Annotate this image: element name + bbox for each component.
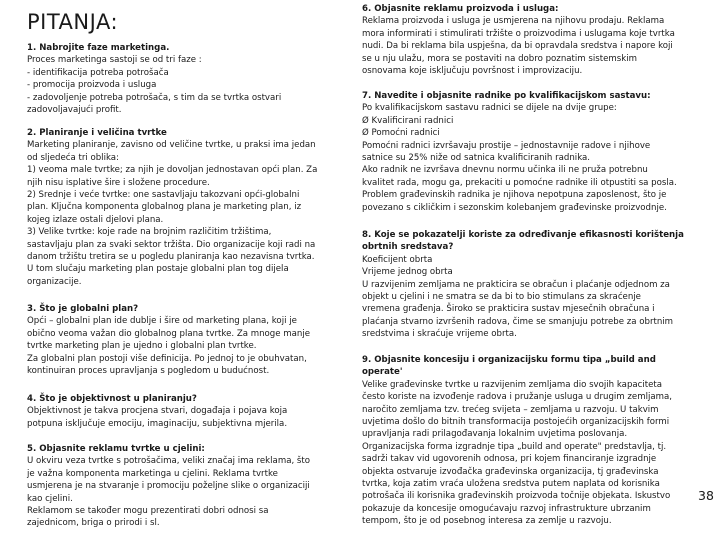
answer-line: osnovama koje isključuju površnost i improvizaciju. [362, 66, 583, 77]
page-number: 38 [698, 488, 714, 503]
question-heading: 3. Što je globalni plan? [27, 304, 139, 314]
answer-line: kao cjelini. [27, 493, 73, 504]
answer-line: Opći – globalni plan ide dublje i šire od marketing plana, koji je [27, 316, 297, 327]
question-3 [27, 303, 310, 377]
question-heading: 6. Objasnite reklamu proizvoda i usluga: [362, 4, 559, 14]
answer-line: danom tržištu tretira se u pogledu planiranja kao nezavisna tvrtka. [27, 252, 315, 263]
answer-line: Proces marketinga sastoji se od tri faze : [27, 55, 202, 66]
question-1 [27, 42, 281, 116]
answer-line: Velike građevinske tvrtke u razvijenim zemljama dio svojih kapaciteta [362, 379, 663, 390]
page-title: PITANJA: [27, 10, 119, 34]
answer-line: sadrži takav vid ugovorenih odnosa, pri kojem financiranje izgradnje [362, 454, 657, 465]
question-4 [27, 393, 287, 430]
question-8 [362, 229, 684, 341]
question-5 [27, 443, 310, 530]
answer-line: vremena građenja. Široko se prakticira sustav mjesečnih obračuna i [362, 304, 655, 315]
answer-line: upravljanja radi prilagođavanja lokalnim uvjetima poslovanja. [362, 429, 628, 440]
answer-line: 3) Velike tvrtke: koje rade na brojnim različitim tržištima, [27, 227, 272, 238]
answer-line: organizacije. [27, 276, 82, 287]
answer-line: pokazuje da koncesije omogućavaju razvoj infrastrukture ubrzanim [362, 503, 651, 514]
answer-line: Koeficijent obrta [362, 254, 433, 265]
answer-line: sastavljaju plan za svaki sektor tržišta. Dio organizacije koji radi na [27, 239, 316, 250]
answer-line: sredstvima i skraćuje vrijeme obrta. [362, 329, 517, 340]
answer-line: uvjetima došlo do bitnih transformacija postojećih organizacijskih formi [362, 417, 670, 428]
answer-line: - identifikacija potreba potrošača [27, 67, 169, 78]
question-heading-cont: obrtnih sredstava? [362, 242, 454, 253]
answer-line: kvalitet rada, mogu ga, prekaciti u pomoćne radnike ili otpustiti sa posla. [362, 177, 677, 188]
answer-line: tempom, što je od posebnog interesa za zemlje u razvoju. [362, 516, 612, 527]
answer-line: naročito zemljama tzv. trećeg svijeta – zemljama u razvoju. U takvim [362, 404, 659, 415]
answer-line: povezano s cikličkim i sezonskim kolebanjem građevinske proizvodnje. [362, 202, 667, 213]
question-6 [362, 3, 675, 77]
answer-line: Marketing planiranje, zavisno od veličine tvrtke, u praksi ima jedan [27, 140, 316, 151]
answer-line: usmjerena je na stvaranje i promociju poželjne slike o organizaciji [27, 481, 310, 492]
answer-line: potrošača ili korisnika građevinskih proizvoda točnije objekata. Iskustvo [362, 491, 671, 502]
answer-line: Ako radnik ne izvršava dnevnu normu učinka ili ne pruža potrebnu [362, 165, 648, 176]
answer-line: 2) Srednje i veće tvrtke: one sastavljaju takozvani opći-globalni [27, 190, 300, 201]
answer-line: kontinuiran proces upravljanja s pogledom u budućnost. [27, 366, 270, 377]
answer-line: Vrijeme jednog obrta [362, 267, 453, 278]
answer-line: od sljedeća tri oblika: [27, 152, 119, 163]
answer-line: - promocija proizvoda i usluga [27, 80, 157, 91]
answer-line: plaćanja stvarno izvršenih radova, čime se smanjuju potrebe za obrtnim [362, 316, 674, 327]
question-heading: 7. Navedite i objasnite radnike po kvalifikacijskom sastavu: [362, 91, 651, 101]
answer-line: se u nju ulažu, mora se postaviti na dobro poznatim sistemskim [362, 53, 637, 64]
answer-line: kojeg izlaze ostali djelovi plana. [27, 214, 164, 225]
answer-line: Reklamom se također mogu prezentirati dobri odnosi sa [27, 506, 269, 517]
answer-line: Objektivnost je takva procjena stvari, događaja i pojava koja [27, 406, 288, 417]
answer-line: mora informirati i stimulirati tržište o proizvodima i uslugama koje tvrtka [362, 28, 675, 39]
answer-line: obično veoma važan dio globalnog plana tvrtke. Za mnoge manje [27, 328, 311, 339]
answer-line: U razvijenim zemljama ne prakticira se obračun i plaćanje odjednom za [362, 279, 670, 290]
answer-line: Pomoćni radnici izvršavaju prostije – jednostavnije radove i njihove [362, 140, 651, 151]
answer-line: satnice su 25% niže od satnica kvalificiranih radnika. [362, 153, 591, 164]
answer-line: tvrtka, koja zatim vraća uložena sredstva putem naplata od korisnika [362, 479, 660, 490]
answer-line: često koriste na izvođenje radova i pružanje usluga u drugim zemljama, [362, 392, 672, 403]
answer-line: tvrtke marketing plan je ujedno i globalni plan tvrtke. [27, 341, 257, 352]
answer-line: U tom slučaju marketing plan postaje globalni plan tog dijela [27, 264, 289, 275]
question-heading: 2. Planiranje i veličina tvrtke [27, 128, 167, 138]
question-7 [362, 90, 677, 214]
answer-line: Za globalni plan postoji više definicija. Po jednoj to je obuhvatan, [27, 353, 307, 364]
answer-line: Problem građevinskih radnika je njihova nepotpuna zaposlenost, što je [362, 190, 667, 201]
answer-line: objekta ostvaruje izvođačka građevinska organizacija, tj građevinska [362, 466, 659, 477]
answer-line: U okviru veza tvrtke s potrošačima, veliki značaj ima reklama, što [27, 456, 311, 467]
answer-line: objekt u cjelini i ne smatra se da bi to bio stimulans za skraćenje [362, 292, 641, 303]
answer-line: plan. Ključna komponenta globalnog plana je marketing plan, iz [27, 202, 302, 213]
question-heading: 5. Objasnite reklamu tvrtke u cjelini: [27, 444, 205, 454]
answer-line: je važna komponenta marketinga u cjelini. Reklama tvrtke [27, 468, 278, 479]
question-heading: 1. Nabrojite faze marketinga. [27, 43, 170, 53]
answer-line: - zadovoljenje potreba potrošača, s tim da se tvrtka ostvari [27, 92, 282, 103]
answer-line: njih nisu isplative šire i složene procedure. [27, 177, 210, 188]
answer-line: zajednicom, briga o prirodi i sl. [27, 518, 160, 529]
answer-line: Organizacijska forma izgradnje tipa „build and operate" predstavlja, tj. [362, 441, 667, 452]
answer-line: 1) veoma male tvrtke; za njih je dovoljan jednostavan opći plan. Za [27, 165, 318, 176]
question-9 [362, 354, 672, 528]
answer-line: nudi. Da bi reklama bila uspješna, da bi opravdala sredstva i napore koji [362, 41, 673, 52]
answer-line: Ø Pomoćni radnici [362, 128, 440, 139]
question-heading: 4. Što je objektivnost u planiranju? [27, 394, 197, 404]
question-2 [27, 127, 317, 288]
answer-line: Reklama proizvoda i usluga je usmjerena na njihovu prodaju. Reklama [362, 16, 665, 27]
answer-line: Ø Kvalificirani radnici [362, 115, 454, 126]
answer-line: zadovoljavajući profit. [27, 105, 122, 116]
question-heading: 9. Objasnite koncesiju i organizacijsku formu tipa „build and [362, 355, 656, 365]
answer-line: Po kvalifikacijskom sastavu radnici se dijele na dvije grupe: [362, 103, 617, 114]
question-heading-cont: operate' [362, 367, 403, 378]
answer-line: potpuna isključuje emociju, imaginaciju, subjektivna mjerila. [27, 418, 288, 429]
question-heading: 8. Koje se pokazatelji koriste za određivanje efikasnosti korištenja [362, 230, 684, 240]
